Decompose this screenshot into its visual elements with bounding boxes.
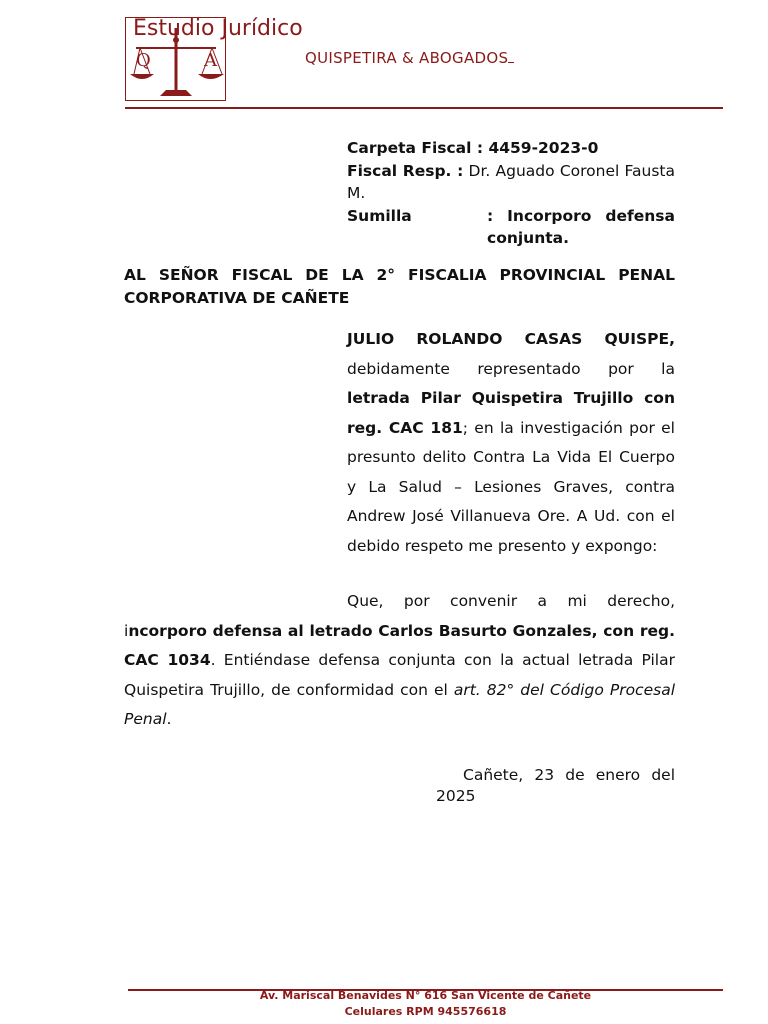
p1-text-2: ; en la investigación por el presunto delito Contra La Vida El Cuerpo y La Salud – Lesiones Graves, contra Andrew José Villanueva Ore. A Ud. con el debido respeto me presento y expongo: (347, 418, 675, 555)
footer (128, 988, 723, 1020)
p2-italic: art. 82° del Código Procesal Penal (124, 680, 675, 728)
logo-letter-right: A (204, 50, 217, 71)
sumilla-value: : Incorporo defensa conjunta. (487, 206, 675, 247)
p1-text-1: debidamente representado por la (347, 359, 675, 378)
p2-bold: ncorporo defensa al letrado Carlos Basurto Gonzales, con reg. CAC 1034 (124, 621, 675, 669)
fiscal-value: Dr. Aguado Coronel Fausta M. (347, 161, 675, 202)
client-name: JULIO ROLANDO CASAS QUISPE, (347, 330, 675, 348)
addressee-line-2: CORPORATIVA DE CAÑETE (124, 288, 350, 307)
logo-letter-left: Q (136, 50, 151, 71)
p2-first-line: Que, por convenir a mi derecho, (347, 592, 675, 610)
p2-end: . (166, 710, 172, 728)
p2-text: . Entiéndase defensa conjunta con la actual letrada Pilar Quispetira Trujillo, de conformidad con el (124, 651, 675, 699)
fiscal-label: Fiscal Resp. : (347, 161, 464, 180)
body-paragraph-1 (347, 325, 675, 561)
firm-subtitle-text: QUISPETIRA & ABOGADOS (305, 49, 509, 67)
case-meta (347, 137, 675, 250)
fiscal-resp (347, 160, 675, 205)
date-line (436, 765, 675, 807)
addressee (124, 264, 675, 309)
firm-name: Estudio Jurídico (133, 16, 303, 41)
underscore-mark (508, 50, 514, 63)
p1-bold-2: letrada Pilar Quispetira Trujillo con reg. CAC 181 (347, 389, 675, 437)
header-divider (125, 107, 723, 109)
body-paragraph-2 (124, 587, 675, 735)
date-line-2: 2025 (436, 787, 476, 805)
carpeta-label: Carpeta Fiscal : (347, 139, 484, 157)
firm-subtitle (305, 49, 514, 67)
sumilla (347, 205, 675, 250)
footer-address: Av. Mariscal Benavides N° 616 San Vicente de Cañete (259, 989, 592, 1002)
sumilla-label: Sumilla (347, 206, 412, 225)
addressee-line-1: AL SEÑOR FISCAL DE LA 2° FISCALIA PROVINCIAL PENAL (124, 266, 675, 284)
footer-phones: Celulares RPM 945576618 (344, 1005, 507, 1018)
p2-initial: i (124, 621, 129, 640)
carpeta-fiscal (347, 137, 675, 160)
carpeta-value: 4459-2023-0 (483, 139, 599, 157)
date-line-1: Cañete, 23 de enero del (463, 766, 675, 784)
